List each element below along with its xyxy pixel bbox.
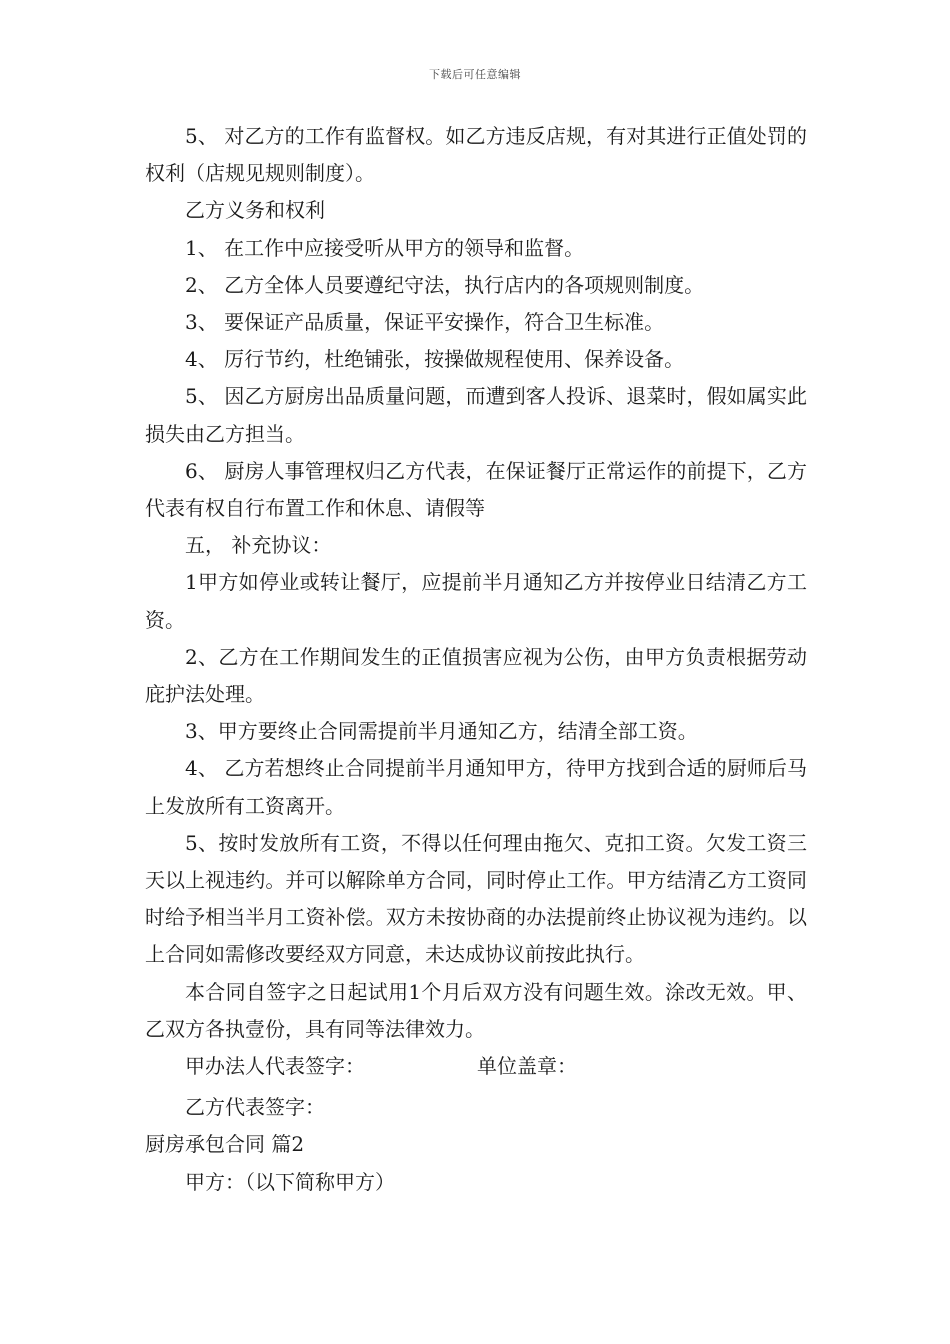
list-item: 5、按时发放所有工资，不得以任何理由拖欠、克扣工资。欠发工资三天以上视违约。并可以解除单方合同，同时停止工作。甲方结清乙方工资同时给予相当半月工资补偿。双方未按协商的办法提前终止协议视为违约。以上合同如需修改要经双方同意，未达成协议前按此执行。 xyxy=(145,830,807,967)
list-item: 6、 厨房人事管理权归乙方代表，在保证餐厅正常运作的前提下，乙方代表有权自行布置工作和休息、请假等 xyxy=(145,458,807,521)
list-item: 2、 乙方全体人员要遵纪守法，执行店内的各项规则制度。 xyxy=(185,272,705,297)
heading-party-b-duties: 乙方义务和权利 xyxy=(185,198,325,223)
effectiveness-clause: 本合同自签字之日起试用1个月后双方没有问题生效。涂改无效。甲、乙双方各执壹份，具有同等法律效力。 xyxy=(145,979,807,1041)
signature-row-party-a xyxy=(145,1048,807,1085)
paragraph-supervision-right: 5、 对乙方的工作有监督权。如乙方违反店规，有对其进行正值处罚的权利（店规见规则制度）。 xyxy=(145,124,807,186)
heading-supplementary-agreement: 五， 补充协议： xyxy=(185,533,332,558)
list-item: 1、 在工作中应接受听从甲方的领导和监督。 xyxy=(185,235,585,260)
list-item: 5、 因乙方厨房出品质量问题，而遭到客人投诉、退菜时，假如属实此损失由乙方担当。 xyxy=(145,384,807,446)
section-title: 厨房承包合同 篇2 xyxy=(145,1132,305,1157)
list-item: 1甲方如停业或转让餐厅，应提前半月通知乙方并按停业日结清乙方工资。 xyxy=(145,570,807,632)
list-item: 4、 乙方若想终止合同提前半月通知甲方，待甲方找到合适的厨师后马上发放所有工资离开。 xyxy=(145,756,807,818)
page-header: 下载后可任意编辑 xyxy=(429,68,521,81)
list-item: 4、 厉行节约，杜绝铺张，按操做规程使用、保养设备。 xyxy=(185,347,685,372)
seal-label: 单位盖章： xyxy=(477,1054,577,1079)
list-item: 3、 要保证产品质量，保证平安操作，符合卫生标准。 xyxy=(185,310,665,335)
party-a-line: 甲方：（以下简称甲方） xyxy=(185,1169,395,1194)
party-a-signature-label: 甲办法人代表签字： xyxy=(185,1054,365,1079)
document-body xyxy=(145,118,807,1201)
party-b-signature-label: 乙方代表签字： xyxy=(185,1095,325,1120)
list-item: 3、甲方要终止合同需提前半月通知乙方，结清全部工资。 xyxy=(185,719,698,744)
list-item: 2、乙方在工作期间发生的正值损害应视为公伤，由甲方负责根据劳动庇护法处理。 xyxy=(145,644,807,707)
